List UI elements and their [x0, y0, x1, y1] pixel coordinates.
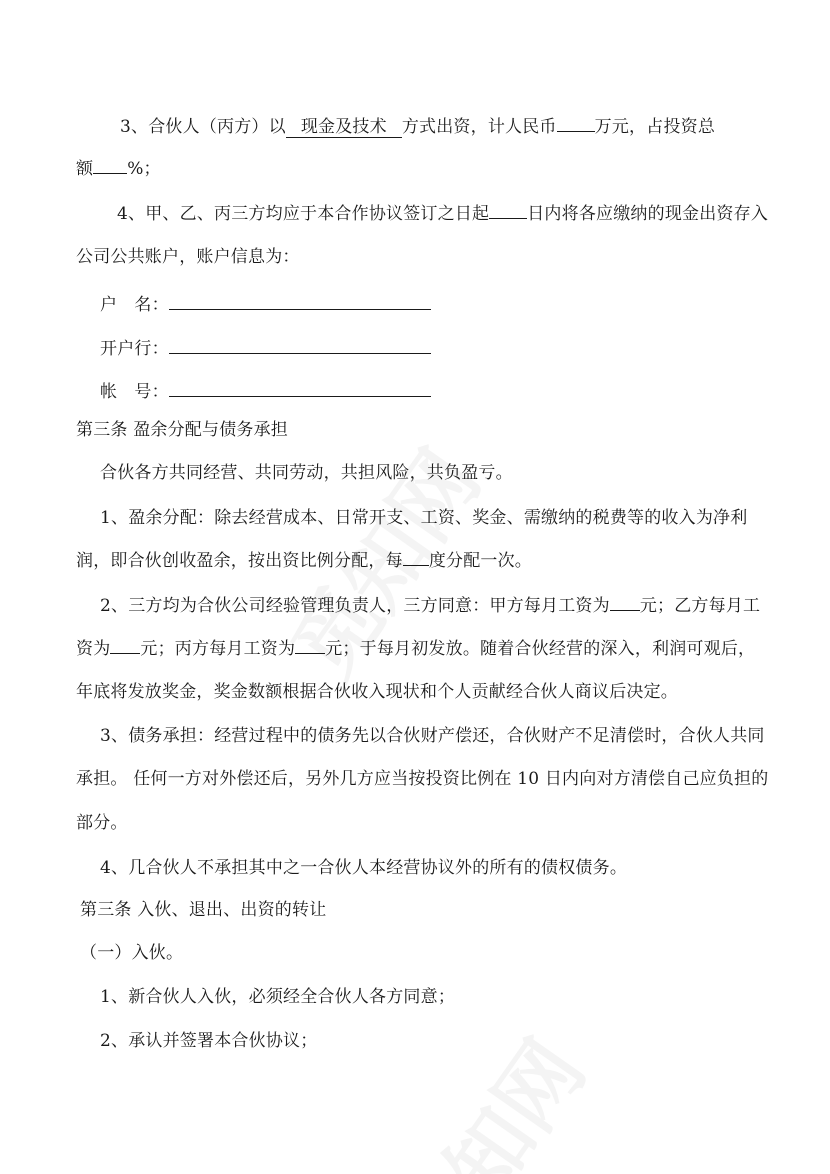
salary-b-blank: [110, 653, 140, 654]
clause3-line1: [120, 115, 715, 139]
account-name-field: [169, 289, 431, 310]
account-number-row: [100, 376, 431, 404]
profit-p3-line2: 承担。 任何一方对外偿还后，另外几方应当按投资比例在 10 日内向对方清偿自己应负担的: [76, 769, 769, 789]
account-name-label: 户 名：: [100, 295, 169, 315]
profit-p2-text-d: 元；丙方每月工资为: [140, 639, 296, 659]
clause3-text-c: 万元，占投资总: [594, 117, 716, 137]
profit-p1-text-c: 度分配一次。: [428, 551, 533, 571]
clause3-amount-blank: [557, 131, 595, 132]
clause4-text-a: 4、甲、乙、丙三方均应于本合作协议签订之日起: [117, 204, 490, 224]
account-name-row: [100, 289, 431, 317]
profit-p4: 4、几合伙人不承担其中之一合伙人本经营协议外的所有的债权债务。: [100, 858, 628, 878]
join-item-2: 2、承认并签署本合伙协议；: [100, 1031, 318, 1051]
clause3-text-a: 3、合伙人（丙方）以: [120, 117, 286, 137]
account-bank-label: 开户行：: [100, 339, 169, 359]
clause3-percent-blank: [93, 173, 127, 174]
section-profit-title: 第三条 盈余分配与债务承担: [76, 420, 289, 440]
profit-period-blank: [403, 565, 429, 566]
profit-p3-line3: 部分。: [76, 813, 128, 833]
join-item-1: 1、新合伙人入伙，必须经全合伙人各方同意；: [100, 987, 456, 1007]
clause3-text-e: %；: [127, 159, 161, 179]
profit-p3-line1: 3、债务承担：经营过程中的债务先以合伙财产偿还，合伙财产不足清偿时，合伙人共同: [100, 726, 765, 746]
profit-p1-line1: 1、盈余分配：除去经营成本、日常开支、工资、奖金、需缴纳的税费等的收入为净利: [100, 508, 748, 528]
clause4-days-blank: [489, 218, 527, 219]
clause4-line2: 公司公共账户，账户信息为：: [76, 247, 300, 267]
profit-p2-text-b: 元；乙方每月工: [639, 596, 761, 616]
profit-p2-text-e: 元；于每月初发放。随着合伙经营的深入，利润可观后，: [325, 639, 756, 659]
clause3-method-blank: 现金及技术: [286, 117, 402, 138]
salary-c-blank: [295, 653, 325, 654]
clause3-line2: [76, 157, 161, 181]
profit-p2-line3: 年底将发放奖金，奖金数额根据合伙收入现状和个人贡献经合伙人商议后决定。: [76, 682, 678, 702]
section-profit-intro: 合伙各方共同经营、共同劳动，共担风险，共负盈亏。: [100, 463, 513, 483]
section-join-sub: （一）入伙。: [80, 943, 184, 963]
account-bank-row: [100, 333, 431, 361]
profit-p1-text-b: 润，即合伙创收盈余，按出资比例分配，每: [76, 551, 403, 571]
section-join-title: 第三条 入伙、退出、出资的转让: [80, 900, 327, 920]
clause3-text-d: 额: [76, 159, 94, 179]
profit-p2-line2: [76, 637, 755, 661]
watermark-bottom: [364, 1013, 608, 1174]
profit-p2-text-a: 2、三方均为合伙公司经验管理负责人，三方同意：甲方每月工资为: [100, 596, 610, 616]
clause4-text-b: 日内将各应缴纳的现金出资存入: [527, 204, 769, 224]
account-number-field: [169, 376, 431, 397]
profit-p2-line1: [100, 594, 760, 618]
profit-p2-text-c: 资为: [76, 639, 111, 659]
account-number-label: 帐 号：: [100, 382, 169, 402]
account-bank-field: [169, 333, 431, 354]
clause4-line1: [117, 202, 768, 226]
clause3-text-b: 方式出资，计人民币: [401, 117, 557, 137]
profit-p1-line2: [76, 549, 532, 573]
salary-a-blank: [610, 610, 640, 611]
